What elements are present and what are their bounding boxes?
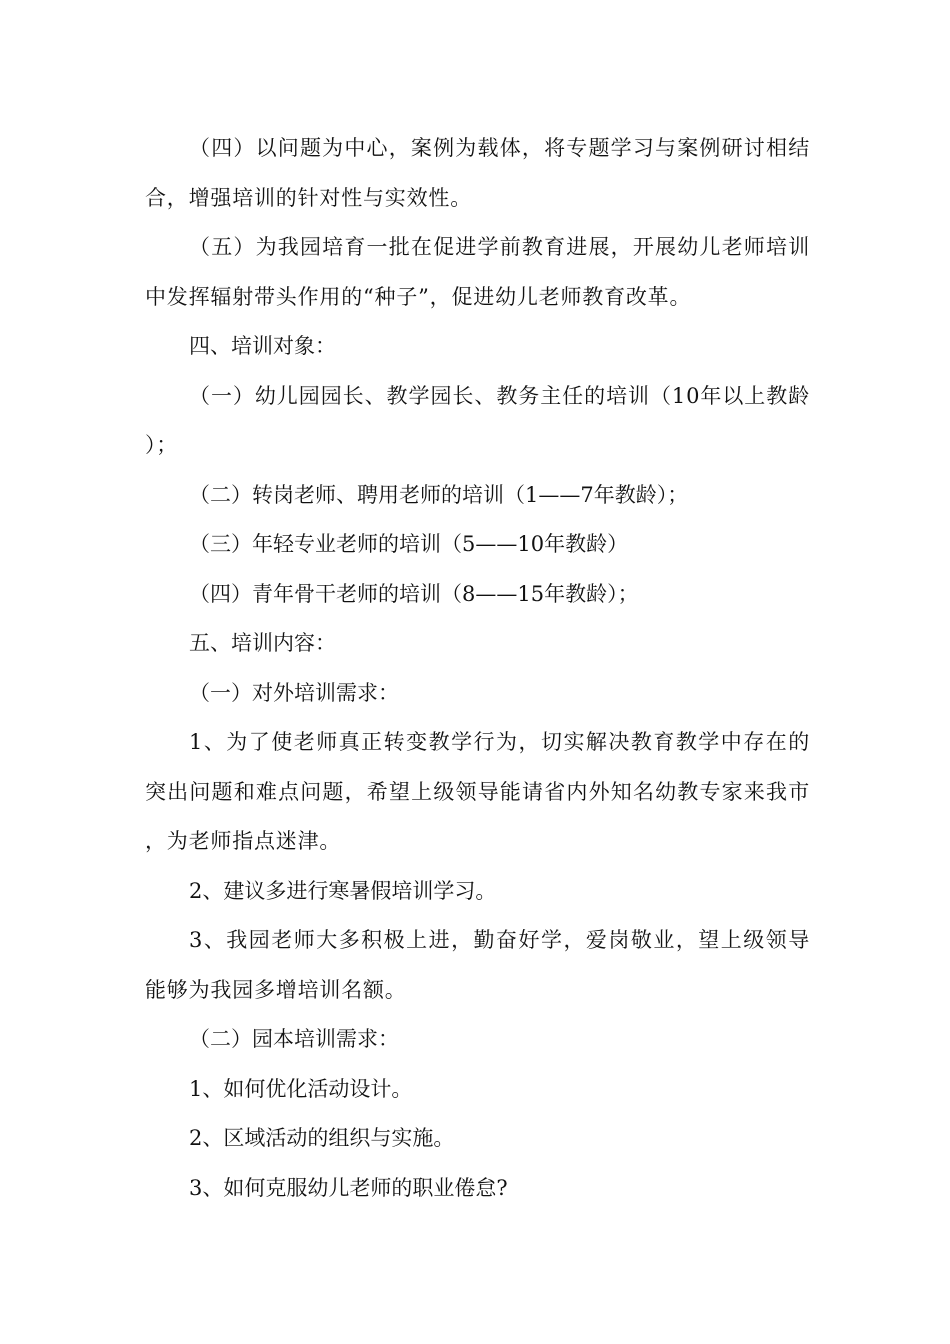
subheading-internal-needs: （二）园本培训需求： [189,1027,399,1051]
section-heading-training-targets: 四、培训对象： [189,334,336,358]
section-heading-training-content: 五、培训内容： [189,631,336,655]
paragraph-goal-5: （五）为我园培育一批在促进学前教育进展，开展幼儿老师培训中发挥辐射带头作用的“种子”，促进幼儿老师教育改革。 [145,235,810,309]
paragraph-internal-need-1: 1、如何优化活动设计。 [189,1076,413,1101]
paragraph-internal-need-2: 2、区域活动的组织与实施。 [189,1126,455,1150]
paragraph-target-2: （二）转岗老师、聘用老师的培训（1——7年教龄）； [189,482,689,507]
document-body [145,124,810,1213]
paragraph-target-3: （三）年轻专业老师的培训（5——10年教龄） [189,532,629,556]
paragraph-external-need-2: 2、建议多进行寒暑假培训学习。 [189,878,497,903]
paragraph-external-need-3: 3、我园老师大多积极上进，勤奋好学，爱岗敬业，望上级领导能够为我园多增培训名额。 [145,928,810,1002]
paragraph-goal-4: （四）以问题为中心，案例为载体，将专题学习与案例研讨相结合，增强培训的针对性与实效性。 [145,136,810,210]
paragraph-target-4: （四）青年骨干老师的培训（8——15年教龄）； [189,581,639,606]
paragraph-target-1: （一）幼儿园园长、教学园长、教务主任的培训（10年以上教龄）； [145,383,810,457]
paragraph-internal-need-3: 3、如何克服幼儿老师的职业倦怠? [189,1175,508,1200]
subheading-external-needs: （一）对外培训需求： [189,680,399,705]
paragraph-external-need-1: 1、为了使老师真正转变教学行为，切实解决教育教学中存在的突出问题和难点问题，希望上级领导能请省内外知名幼教专家来我市，为老师指点迷津。 [145,730,810,853]
